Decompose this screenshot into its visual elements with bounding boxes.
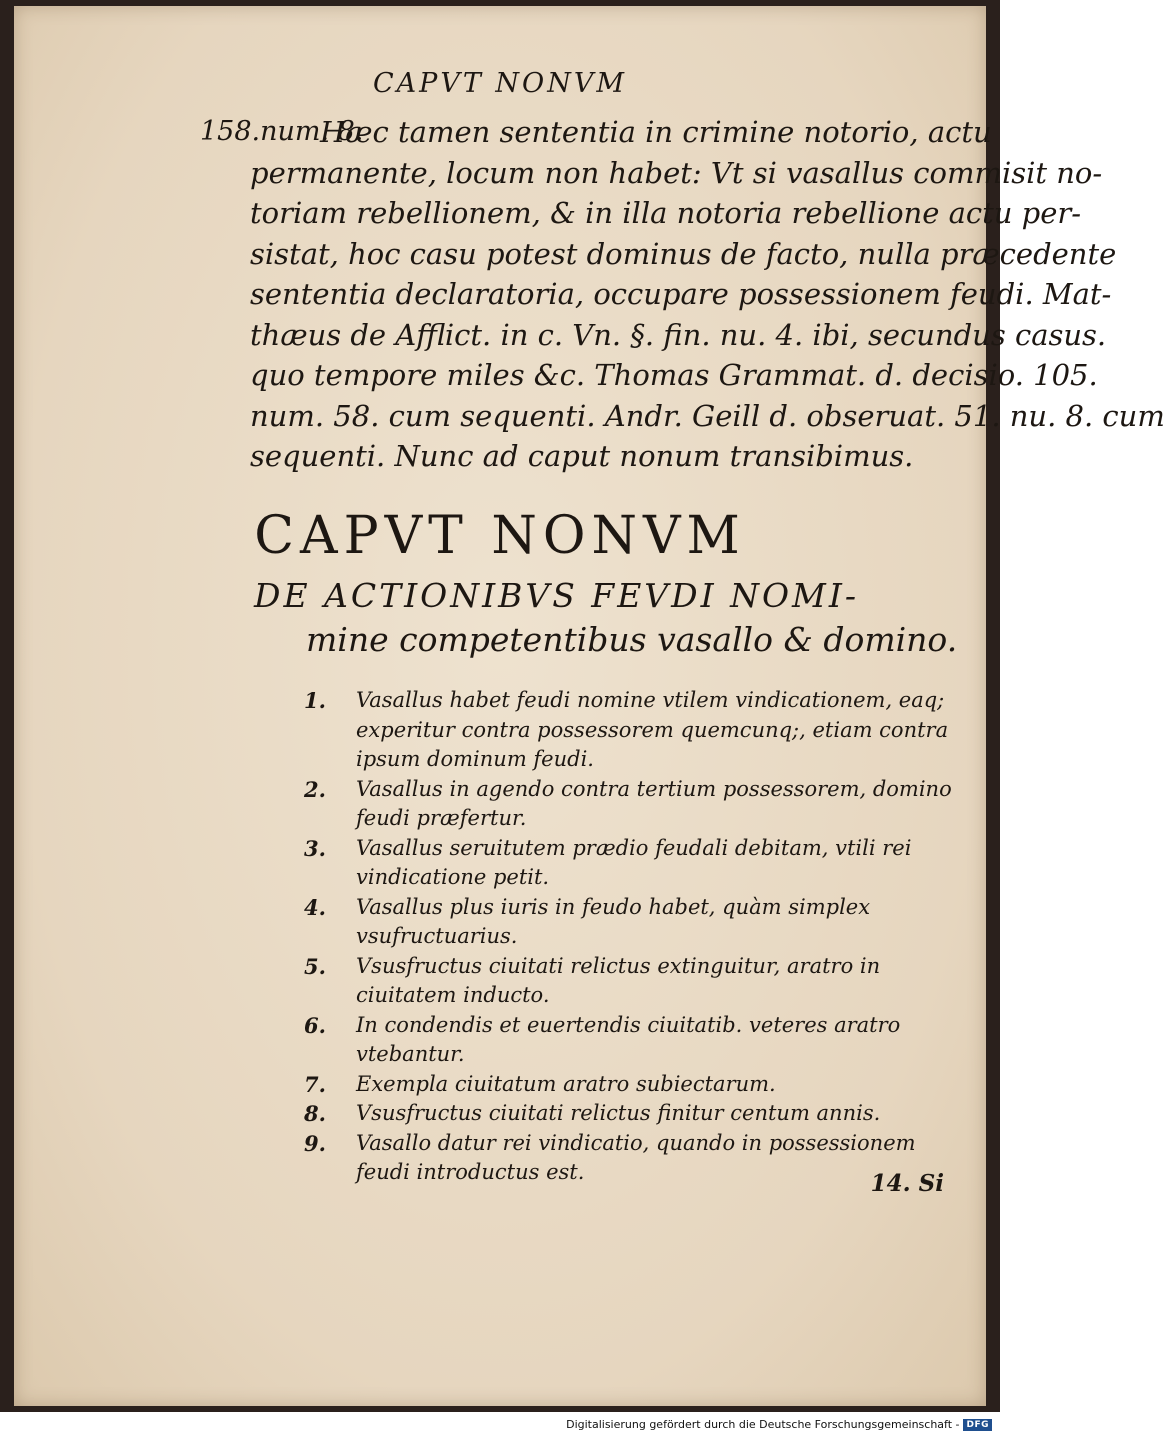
running-head: CAPVT NONVM <box>373 68 627 99</box>
item-text: Exempla ciuitatum aratro subiectarum. <box>356 1071 776 1096</box>
list-item <box>304 1070 974 1100</box>
chapter-subtitle-line: DE ACTIONIBVS FEVDI NOMI- <box>254 576 860 615</box>
body-line: quo tempore miles &c. Thomas Grammat. d. decisio. 105. <box>250 358 1098 392</box>
list-item <box>304 952 974 1011</box>
body-line: Hæc tamen sententia in crimine notorio, actu <box>320 115 992 149</box>
chapter-title: CAPVT NONVM <box>254 506 746 566</box>
chapter-subtitle <box>254 574 958 662</box>
body-line: sententia declaratoria, occupare possessionem feudi. Mat- <box>250 277 1112 311</box>
body-line: sistat, hoc casu potest dominus de facto, nulla præcedente <box>250 236 1117 271</box>
item-number: 3. <box>304 835 326 861</box>
item-number: 4. <box>304 894 326 920</box>
item-text: Vasallus seruitutem prædio feudali debitam, vtili rei vindicatione petit. <box>356 835 912 889</box>
footer-text: Digitalisierung gefördert durch die Deutsche Forschungsgemeinschaft - <box>566 1418 960 1431</box>
item-text: Vasallus in agendo contra tertium possessorem, domino feudi præfertur. <box>356 776 952 830</box>
catchword: 14. Si <box>870 1170 944 1197</box>
item-number: 2. <box>304 776 326 802</box>
marginal-note: 158.num. 8. <box>200 116 364 147</box>
list-item <box>304 1011 974 1070</box>
body-line: permanente, locum non habet: Vt si vasallus commisit no- <box>250 155 1103 190</box>
item-number: 1. <box>304 688 326 713</box>
body-line: sequenti. Nunc ad caput nonum transibimus. <box>250 439 914 473</box>
body-line: num. 58. cum sequenti. Andr. Geill d. obseruat. 51. nu. 8. cum <box>250 398 1165 433</box>
body-line: toriam rebellionem, & in illa notoria rebellione actu per- <box>250 196 1082 230</box>
body-paragraph <box>250 112 1165 477</box>
item-number: 7. <box>304 1071 326 1097</box>
item-number: 8. <box>304 1101 326 1126</box>
book-page <box>14 6 1165 1406</box>
chapter-subtitle-line: mine competentibus vasallo & domino. <box>306 620 958 659</box>
list-item <box>304 1099 974 1129</box>
item-text: Vsusfructus ciuitati relictus extinguitur, aratro in ciuitatem inducto. <box>356 953 881 1007</box>
dfg-logo-icon: DFG <box>963 1419 992 1431</box>
summary-list <box>304 686 974 1188</box>
item-text: Vasallus plus iuris in feudo habet, quàm simplex vsufructuarius. <box>356 894 871 948</box>
list-item <box>304 686 974 775</box>
list-item <box>304 893 974 952</box>
list-item <box>304 834 974 893</box>
item-number: 6. <box>304 1012 326 1038</box>
item-text: Vasallus habet feudi nomine vtilem vindicationem, eaq; experitur contra possessorem quemcunq;, etiam contra ipsum dominum feudi. <box>356 688 949 771</box>
list-item <box>304 775 974 834</box>
funding-footer <box>566 1418 992 1431</box>
item-number: 5. <box>304 953 326 979</box>
body-line: thæus de Afflict. in c. Vn. §. fin. nu. 4. ibi, secundus casus. <box>250 317 1107 352</box>
item-text: Vasallo datur rei vindicatio, quando in possessionem feudi introductus est. <box>356 1130 916 1184</box>
item-text: In condendis et euertendis ciuitatib. veteres aratro vtebantur. <box>356 1012 901 1066</box>
item-text: Vsusfructus ciuitati relictus finitur centum annis. <box>356 1101 881 1125</box>
item-number: 9. <box>304 1130 326 1156</box>
